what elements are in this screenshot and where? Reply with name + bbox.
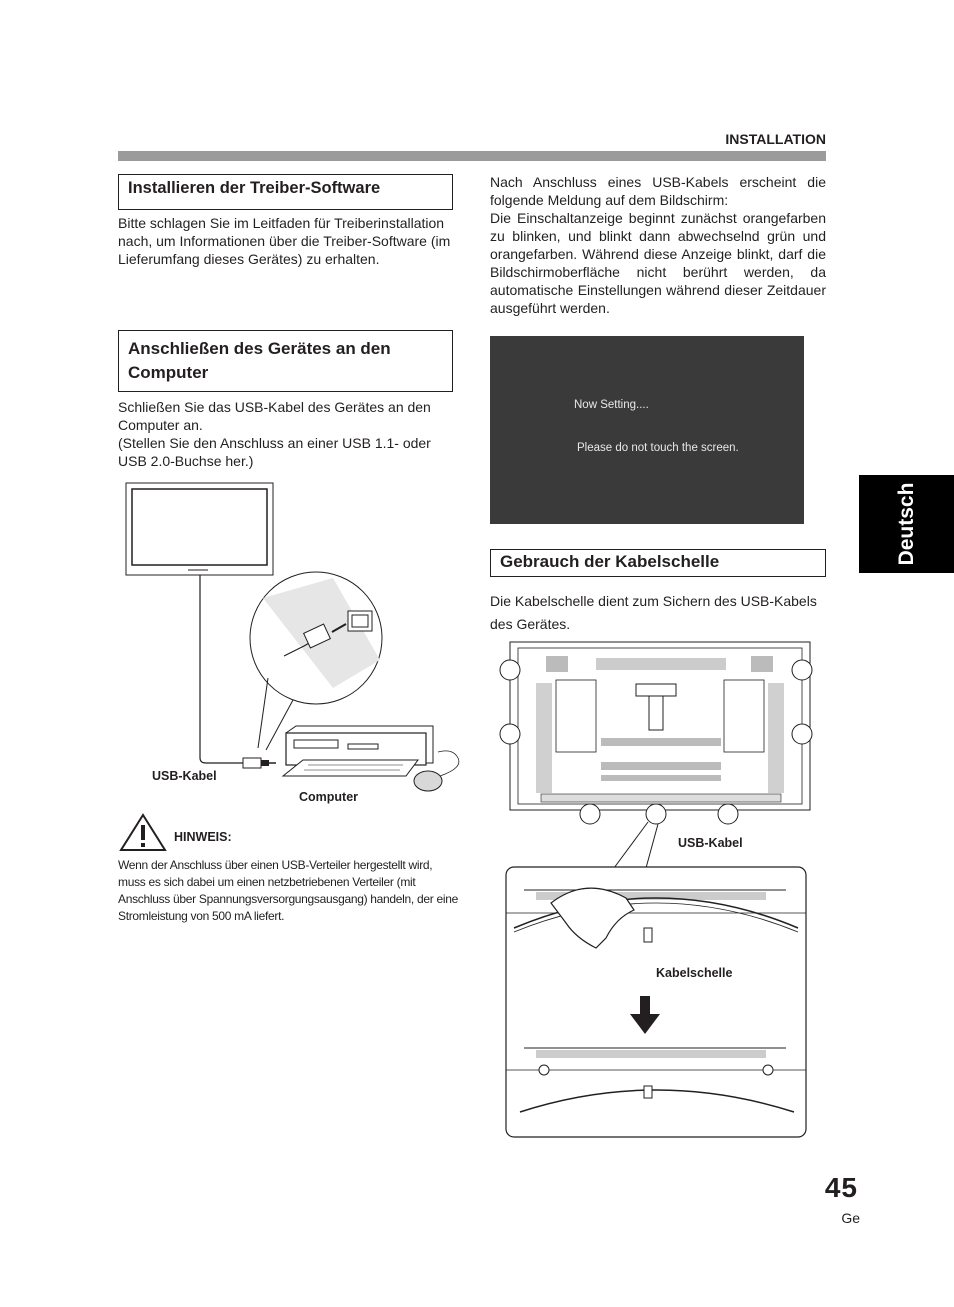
note-title: HINWEIS:: [174, 830, 232, 844]
usb-intro: [490, 173, 826, 317]
note-body: Wenn der Anschluss über einen USB-Verteiler hergestellt wird, muss es sich dabei um einen netzbetriebenen Verteiler (mit Anschluss über Spannungsversorgungsausgang) handeln, der eine Stromleistung von 500 mA liefert.: [118, 858, 458, 923]
connection-illustration: [118, 478, 468, 808]
rear-panel-illustration: [496, 638, 826, 1138]
language-code: Ge: [841, 1210, 860, 1226]
page-number: 45: [824, 1172, 858, 1203]
screen-message-1: Now Setting....: [574, 399, 649, 411]
language-tab: [859, 475, 954, 573]
now-setting-screen: [490, 336, 804, 524]
screen-message-2: Please do not touch the screen.: [577, 442, 739, 454]
connect-body-p2: (Stellen Sie den Anschluss an einer USB 1.1- oder USB 2.0-Buchse her.): [118, 435, 431, 469]
section-title-connect: Anschließen des Gerätes an den Computer: [118, 330, 453, 392]
warning-icon: [118, 812, 168, 852]
language-tab-label: Deutsch: [894, 482, 918, 566]
usb-cable-label-left: USB-Kabel: [152, 769, 217, 783]
section-header: INSTALLATION: [725, 131, 826, 147]
usb-intro-p1: Nach Anschluss eines USB-Kabels erscheint die folgende Meldung auf dem Bildschirm:: [490, 174, 826, 208]
header-rule: [118, 151, 826, 161]
cable-clamp-label: Kabelschelle: [656, 966, 733, 980]
connect-body: [118, 398, 454, 470]
computer-label: Computer: [299, 790, 359, 804]
clamp-body: Die Kabelschelle dient zum Sichern des USB-Kabels des Gerätes.: [490, 593, 817, 632]
section-title-driver: Installieren der Treiber-Software: [118, 174, 453, 210]
usb-intro-p2: Die Einschaltanzeige beginnt zunächst orangefarben zu blinken, und blinkt dann abwechselnd grün und orangefarben. Während diese Anzeige blinkt, darf die Bildschirmoberfläche nicht berührt werden, da automatische Einstellungen während dieser Zeitdauer ausgeführt werden.: [490, 210, 826, 316]
usb-cable-label-right: USB-Kabel: [678, 836, 743, 850]
section-title-clamp: Gebrauch der Kabelschelle: [490, 549, 826, 577]
connect-body-p1: Schließen Sie das USB-Kabel des Gerätes an den Computer an.: [118, 399, 431, 433]
driver-body: Bitte schlagen Sie im Leitfaden für Treiberinstallation nach, um Informationen über die Treiber-Software (im Lieferumfang dieses Gerätes) zu erhalten.: [118, 215, 451, 267]
